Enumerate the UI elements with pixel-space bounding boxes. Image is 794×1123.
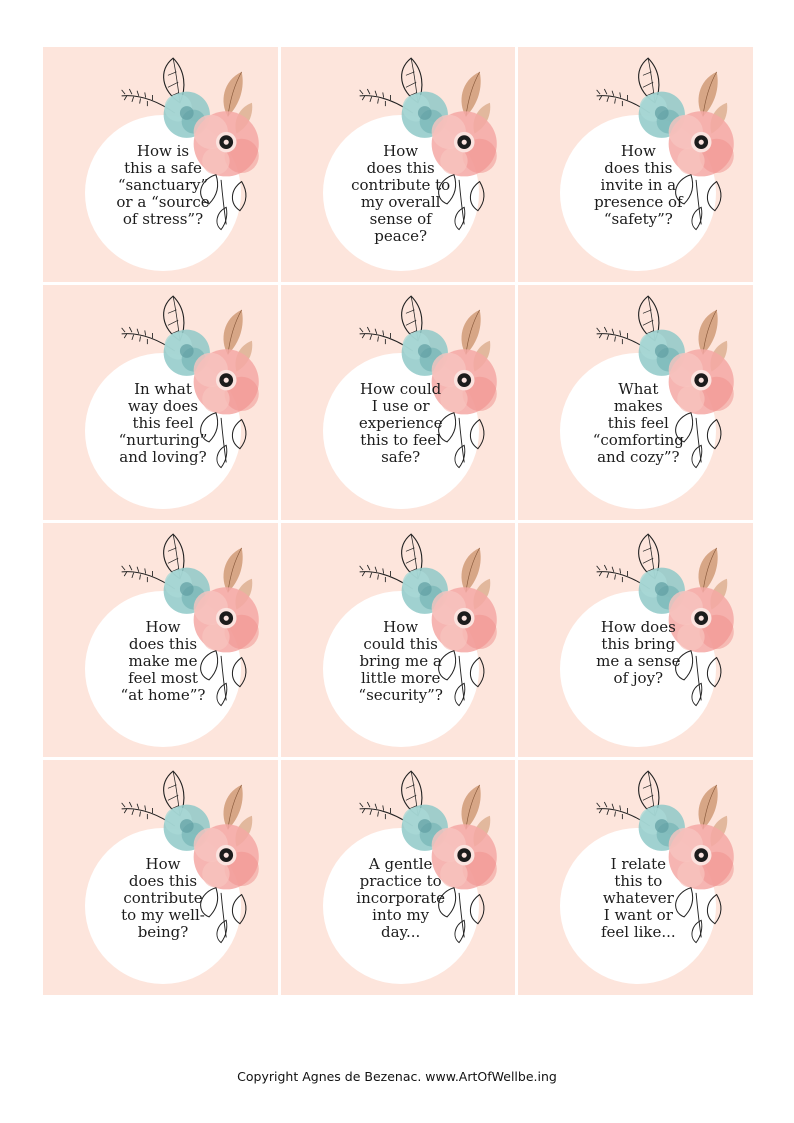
question-card [43,523,278,758]
question-text: How could I use or experience this to feel safe? [358,379,443,466]
question-text: What makes this feel “comforting and cozy”? [592,379,684,466]
question-text: How does this contribute to my well- being? [121,855,205,942]
question-card [518,285,753,520]
question-card [281,760,516,995]
question-card [43,760,278,995]
question-text: How does this make me feel most “at home”? [120,617,206,704]
question-card [518,760,753,995]
question-text: How does this bring me a sense of joy? [596,617,681,687]
question-text: I relate this to whatever I want or feel like... [600,855,676,942]
question-card [43,47,278,282]
question-text: How could this bring me a little more “security”? [358,617,443,704]
copyright-footer: Copyright Agnes de Bezenac. www.ArtOfWellbe.ing [237,1069,557,1084]
question-text: In what way does this feel “nurturing” and loving? [118,379,208,466]
question-card [281,285,516,520]
question-card [518,47,753,282]
question-text: How does this invite in a presence of “safety”? [594,142,683,228]
question-card [518,523,753,758]
question-card [43,285,278,520]
question-card [281,523,516,758]
question-text: How is this a safe “sanctuary” or a “source of stress”? [116,142,210,228]
question-card [281,47,516,282]
question-text: A gentle practice to incorporate into my day... [356,855,446,942]
question-text: How does this contribute to my overall sense of peace? [351,142,451,245]
card-grid [43,47,753,995]
